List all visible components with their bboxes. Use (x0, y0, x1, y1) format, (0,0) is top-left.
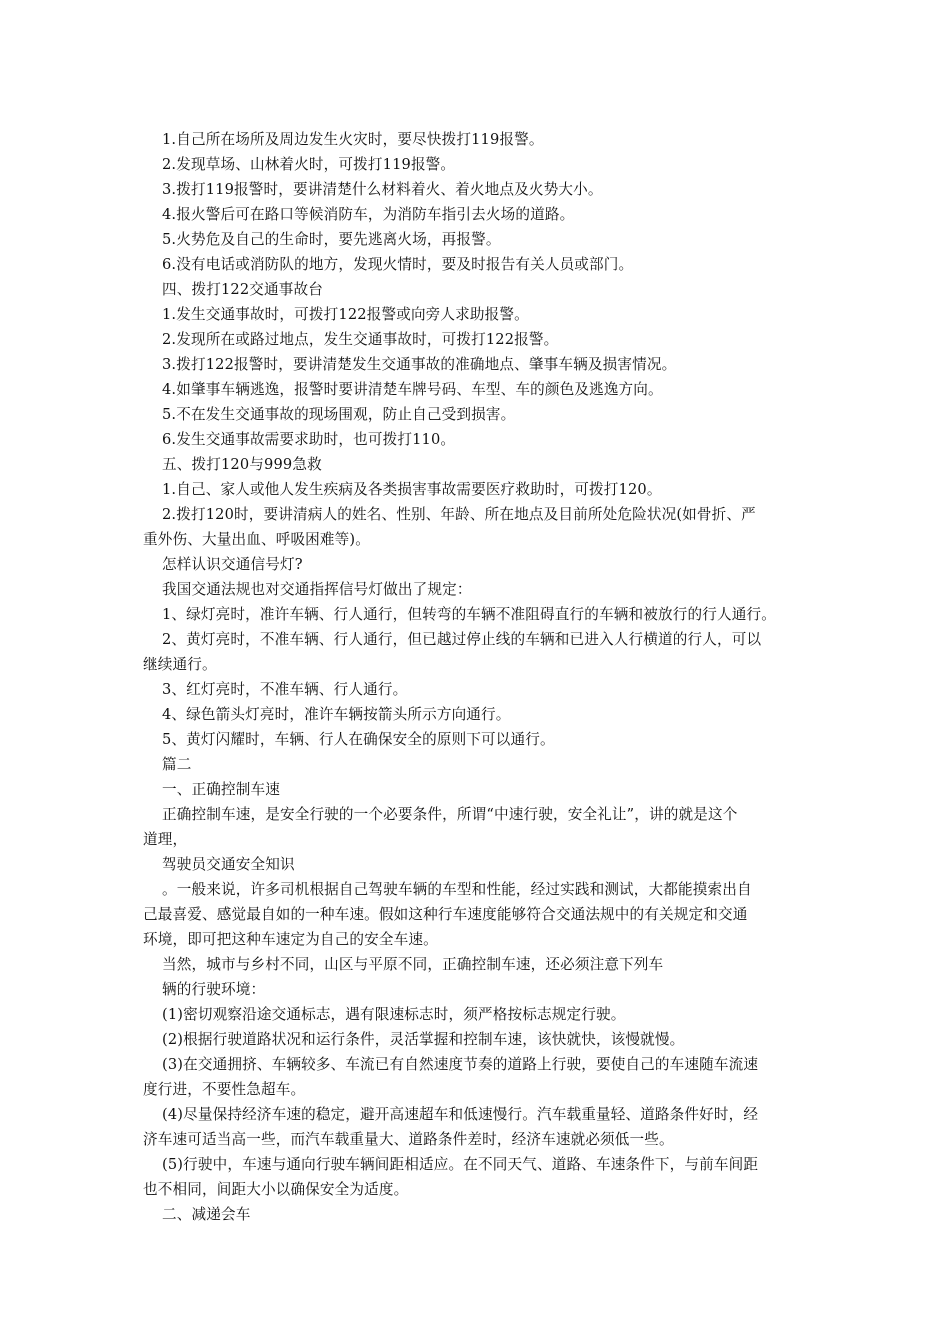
text-line: 2.发现草场、山林着火时，可拨打119报警。 (162, 156, 456, 173)
text-line: 1.自己、家人或他人发生疾病及各类损害事故需要医疗救助时，可拨打120。 (162, 481, 662, 498)
document-page (143, 127, 815, 1227)
text-line: 。一般来说，许多司机根据自己驾驶车辆的车型和性能，经过实践和测试，大都能摸索出自 (162, 881, 752, 898)
text-line: 5、黄灯闪耀时，车辆、行人在确保安全的原则下可以通行。 (162, 731, 555, 748)
section-heading: 一、正确控制车速 (162, 781, 280, 798)
text-line: (2)根据行驶道路状况和运行条件，灵活掌握和控制车速，该快就快，该慢就慢。 (162, 1031, 685, 1048)
text-line: 3.拨打119报警时，要讲清楚什么材料着火、着火地点及火势大小。 (162, 181, 603, 198)
text-line: 度行进，不要性急超车。 (143, 1081, 306, 1098)
text-line: 4、绿色箭头灯亮时，准许车辆按箭头所示方向通行。 (162, 706, 511, 723)
text-line: 继续通行。 (143, 656, 217, 673)
text-line: 济车速可适当高一些，而汽车载重量大、道路条件差时，经济车速就必须低一些。 (143, 1131, 674, 1148)
text-line: 正确控制车速，是安全行驶的一个必要条件，所谓“中速行驶，安全礼让”，讲的就是这个 (162, 806, 738, 823)
section-heading: 驾驶员交通安全知识 (162, 856, 295, 873)
text-line: 环境，即可把这种车速定为自己的安全车速。 (143, 931, 438, 948)
text-line: (4)尽量保持经济车速的稳定，避开高速超车和低速慢行。汽车载重量轻、道路条件好时，经 (162, 1106, 759, 1123)
text-line: (1)密切观察沿途交通标志，遇有限速标志时，须严格按标志规定行驶。 (162, 1006, 626, 1023)
text-line: 5.不在发生交通事故的现场围观，防止自己受到损害。 (162, 406, 516, 423)
text-line: 2、黄灯亮时，不准车辆、行人通行，但已越过停止线的车辆和已进入人行横道的行人，可以 (162, 631, 762, 648)
text-line: 2.发现所在或路过地点，发生交通事故时，可拨打122报警。 (162, 331, 559, 348)
text-line: 道理， (143, 831, 188, 848)
text-line: 己最喜爱、感觉最自如的一种车速。假如这种行车速度能够符合交通法规中的有关规定和交通 (143, 906, 748, 923)
section-heading: 二、减递会车 (162, 1206, 251, 1223)
text-line: 1.自己所在场所及周边发生火灾时，要尽快拨打119报警。 (162, 131, 544, 148)
text-line: 6.没有电话或消防队的地方，发现火情时，要及时报告有关人员或部门。 (162, 256, 634, 273)
text-line: 辆的行驶环境： (162, 981, 266, 998)
text-line: 我国交通法规也对交通指挥信号灯做出了规定： (162, 581, 472, 598)
text-line: 2.拨打120时，要讲清病人的姓名、性别、年龄、所在地点及目前所处危险状况(如骨折、严 (162, 506, 756, 523)
text-line: 也不相同，间距大小以确保安全为适度。 (143, 1181, 409, 1198)
section-heading: 怎样认识交通信号灯? (162, 556, 303, 573)
section-heading: 篇二 (162, 756, 192, 773)
section-heading: 四、拨打122交通事故台 (162, 281, 323, 298)
text-line: 3、红灯亮时，不准车辆、行人通行。 (162, 681, 408, 698)
section-heading: 五、拨打120与999急救 (162, 456, 322, 473)
text-line: 4.报火警后可在路口等候消防车，为消防车指引去火场的道路。 (162, 206, 575, 223)
text-line: (3)在交通拥挤、车辆较多、车流已有自然速度节奏的道路上行驶，要使自己的车速随车流速 (162, 1056, 759, 1073)
text-line: 1.发生交通事故时，可拨打122报警或向旁人求助报警。 (162, 306, 529, 323)
text-line: 6.发生交通事故需要求助时，也可拨打110。 (162, 431, 456, 448)
text-line: 4.如肇事车辆逃逸，报警时要讲清楚车牌号码、车型、车的颜色及逃逸方向。 (162, 381, 663, 398)
text-line: 重外伤、大量出血、呼吸困难等)。 (143, 531, 371, 548)
text-line: 5.火势危及自己的生命时，要先逃离火场，再报警。 (162, 231, 501, 248)
text-line: 当然，城市与乡村不同，山区与平原不同，正确控制车速，还必须注意下列车 (162, 956, 664, 973)
text-line: (5)行驶中，车速与通向行驶车辆间距相适应。在不同天气、道路、车速条件下，与前车间距 (162, 1156, 759, 1173)
text-line: 3.拨打122报警时，要讲清楚发生交通事故的准确地点、肇事车辆及损害情况。 (162, 356, 677, 373)
text-line: 1、绿灯亮时，准许车辆、行人通行，但转弯的车辆不准阻碍直行的车辆和被放行的行人通行。 (162, 606, 776, 623)
